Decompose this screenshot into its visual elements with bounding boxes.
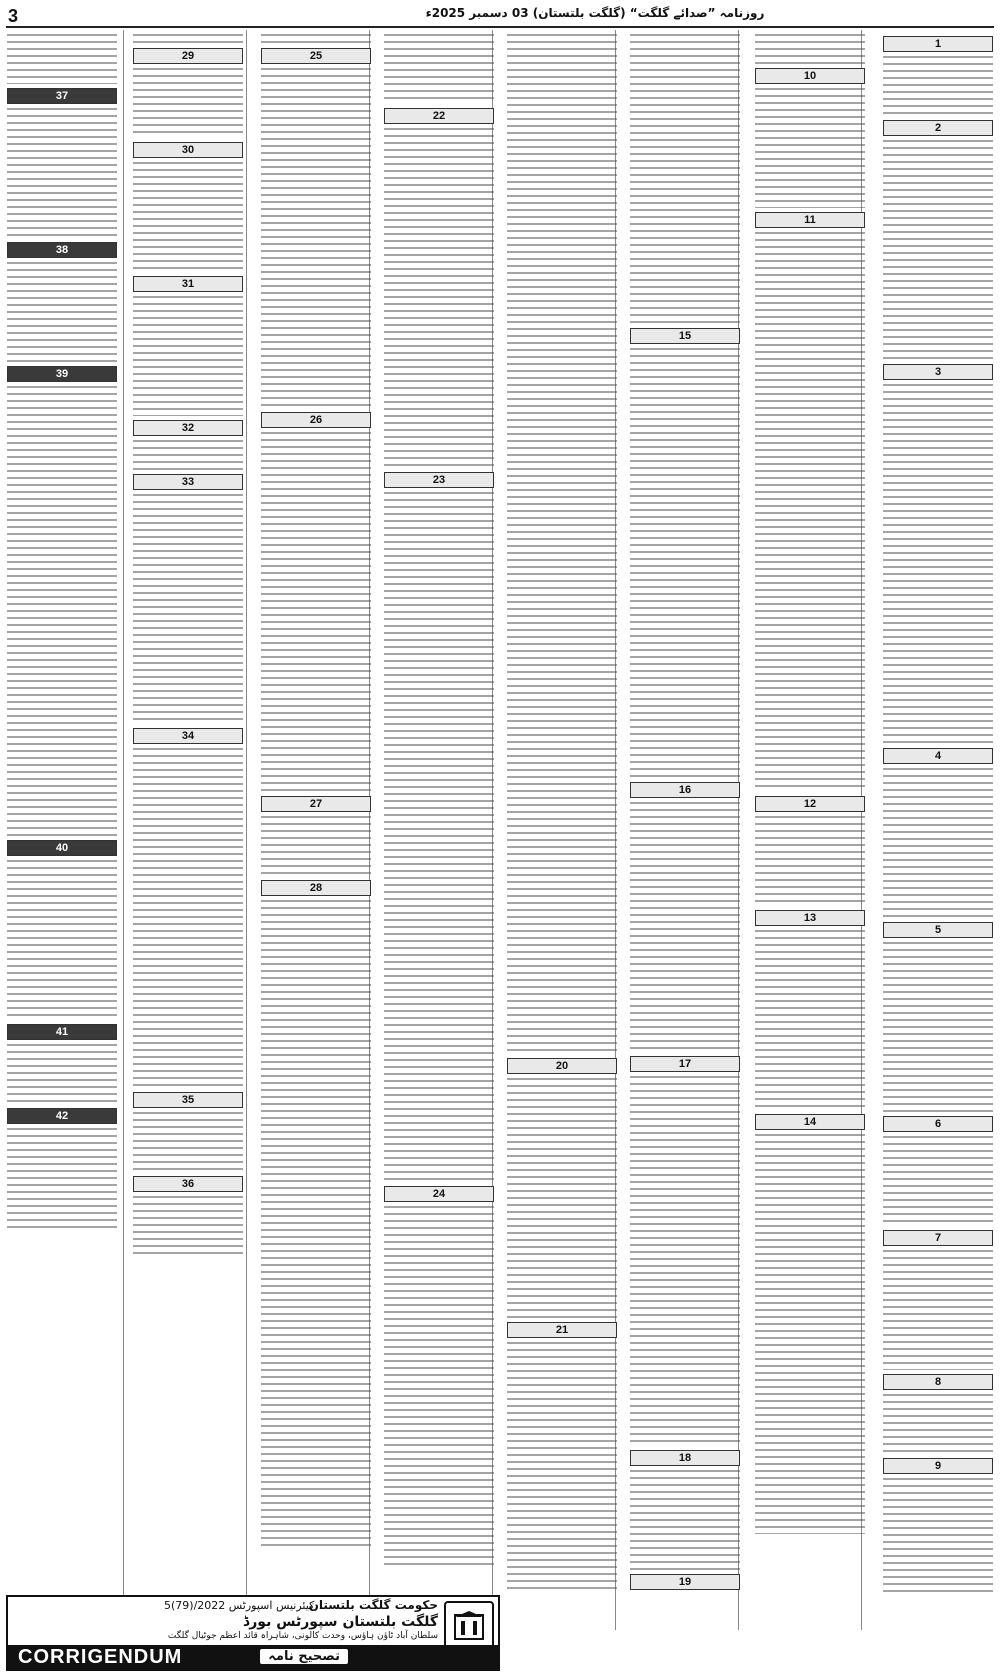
news-number-box: 35 xyxy=(133,1092,243,1108)
news-number-box: 12 xyxy=(755,796,865,812)
news-number-box: 31 xyxy=(133,276,243,292)
news-text xyxy=(7,262,117,362)
news-text xyxy=(755,1134,865,1534)
government-name: حکومت گلگت بلتستان xyxy=(308,1598,438,1612)
news-text xyxy=(630,802,740,1052)
news-number-box: 2 xyxy=(883,120,993,136)
news-number-box: 10 xyxy=(755,68,865,84)
news-text xyxy=(755,34,865,64)
news-number-box: 16 xyxy=(630,782,740,798)
news-number-box: 4 xyxy=(883,748,993,764)
news-number-box: 3 xyxy=(883,364,993,380)
news-text xyxy=(7,1044,117,1104)
news-number-box: 30 xyxy=(133,142,243,158)
news-text xyxy=(630,1076,740,1446)
news-text xyxy=(261,34,371,44)
news-number-box: 41 xyxy=(7,1024,117,1040)
news-number-box: 28 xyxy=(261,880,371,896)
news-text xyxy=(7,108,117,238)
news-text xyxy=(507,1342,617,1592)
news-text xyxy=(7,860,117,1020)
news-number-box: 40 xyxy=(7,840,117,856)
news-number-box: 25 xyxy=(261,48,371,64)
gb-logo-icon xyxy=(444,1601,494,1651)
news-number-box: 27 xyxy=(261,796,371,812)
news-text xyxy=(133,1112,243,1172)
news-number-box: 37 xyxy=(7,88,117,104)
news-number-box: 34 xyxy=(133,728,243,744)
news-text xyxy=(883,384,993,744)
news-column-2 xyxy=(752,32,868,1592)
news-text xyxy=(630,1470,740,1570)
news-text xyxy=(384,492,494,1182)
news-text xyxy=(883,1394,993,1454)
news-number-box: 17 xyxy=(630,1056,740,1072)
news-text xyxy=(384,34,494,104)
news-text xyxy=(883,1136,993,1226)
news-text xyxy=(883,768,993,918)
news-text xyxy=(630,348,740,778)
column-divider xyxy=(246,30,247,1630)
news-number-box: 7 xyxy=(883,1230,993,1246)
news-column-7 xyxy=(130,32,246,1592)
news-text xyxy=(261,68,371,408)
news-number-box: 20 xyxy=(507,1058,617,1074)
news-number-box: 19 xyxy=(630,1574,740,1590)
masthead: روزنامہ ”صدائے گلگت“ (گلگت بلتستان) 03 دسمبر 2025ء xyxy=(425,6,765,20)
news-column-1 xyxy=(880,32,996,1592)
news-number-box: 33 xyxy=(133,474,243,490)
news-text xyxy=(883,56,993,116)
news-number-box: 13 xyxy=(755,910,865,926)
news-text xyxy=(507,1078,617,1318)
reference-number: 5(79)/2022 ۔ کیئرنیس اسپورٹس xyxy=(164,1599,325,1612)
news-text xyxy=(261,900,371,1550)
news-text xyxy=(883,942,993,1112)
news-number-box: 9 xyxy=(883,1458,993,1474)
news-number-box: 23 xyxy=(384,472,494,488)
corrigendum-advertisement xyxy=(6,1595,500,1671)
news-text xyxy=(133,1196,243,1256)
news-text xyxy=(261,816,371,876)
news-text xyxy=(755,88,865,208)
news-text xyxy=(261,432,371,792)
page-number: 3 xyxy=(8,6,19,26)
news-number-box: 29 xyxy=(133,48,243,64)
news-text xyxy=(133,748,243,1088)
news-number-box: 11 xyxy=(755,212,865,228)
column-divider xyxy=(123,30,124,1630)
news-text xyxy=(630,34,740,324)
news-number-box: 1 xyxy=(883,36,993,52)
news-text xyxy=(755,816,865,906)
news-text xyxy=(7,34,117,84)
news-number-box: 6 xyxy=(883,1116,993,1132)
news-number-box: 24 xyxy=(384,1186,494,1202)
corrigendum-title: CORRIGENDUM xyxy=(18,1646,183,1668)
news-number-box: 39 xyxy=(7,366,117,382)
news-column-3 xyxy=(627,32,743,1592)
news-column-4 xyxy=(504,32,620,1592)
news-number-box: 15 xyxy=(630,328,740,344)
news-number-box: 21 xyxy=(507,1322,617,1338)
news-text xyxy=(133,68,243,138)
news-number-box: 32 xyxy=(133,420,243,436)
news-text xyxy=(883,140,993,360)
news-number-box: 14 xyxy=(755,1114,865,1130)
news-text xyxy=(384,128,494,468)
news-text xyxy=(133,296,243,416)
news-column-8 xyxy=(4,32,120,1592)
news-text xyxy=(133,34,243,44)
corrigendum-title-urdu: تصحیح نامہ xyxy=(260,1649,348,1664)
news-text xyxy=(883,1478,993,1592)
news-number-box: 42 xyxy=(7,1108,117,1124)
news-text xyxy=(7,1128,117,1228)
news-number-box: 5 xyxy=(883,922,993,938)
news-text xyxy=(883,1250,993,1370)
news-number-box: 26 xyxy=(261,412,371,428)
news-number-box: 36 xyxy=(133,1176,243,1192)
news-text xyxy=(133,162,243,272)
board-address: سلطان آباد ٹاؤن ہاؤس، وحدت کالونی، شاہراہ قائد اعظم جوٹیال گلگت xyxy=(167,1631,438,1641)
board-name: گلگت بلتستان سپورٹس بورڈ xyxy=(243,1614,438,1630)
news-text xyxy=(755,232,865,792)
news-text xyxy=(755,930,865,1110)
news-text xyxy=(384,1206,494,1566)
news-number-box: 22 xyxy=(384,108,494,124)
corrigendum-banner xyxy=(8,1645,498,1669)
news-text xyxy=(7,386,117,836)
news-text xyxy=(507,34,617,1054)
news-number-box: 8 xyxy=(883,1374,993,1390)
news-column-6 xyxy=(258,32,374,1592)
emblem-icon xyxy=(452,1609,486,1643)
header-rule xyxy=(6,26,994,28)
news-number-box: 38 xyxy=(7,242,117,258)
news-column-5 xyxy=(381,32,497,1592)
news-number-box: 18 xyxy=(630,1450,740,1466)
news-text xyxy=(133,494,243,724)
news-text xyxy=(133,440,243,470)
